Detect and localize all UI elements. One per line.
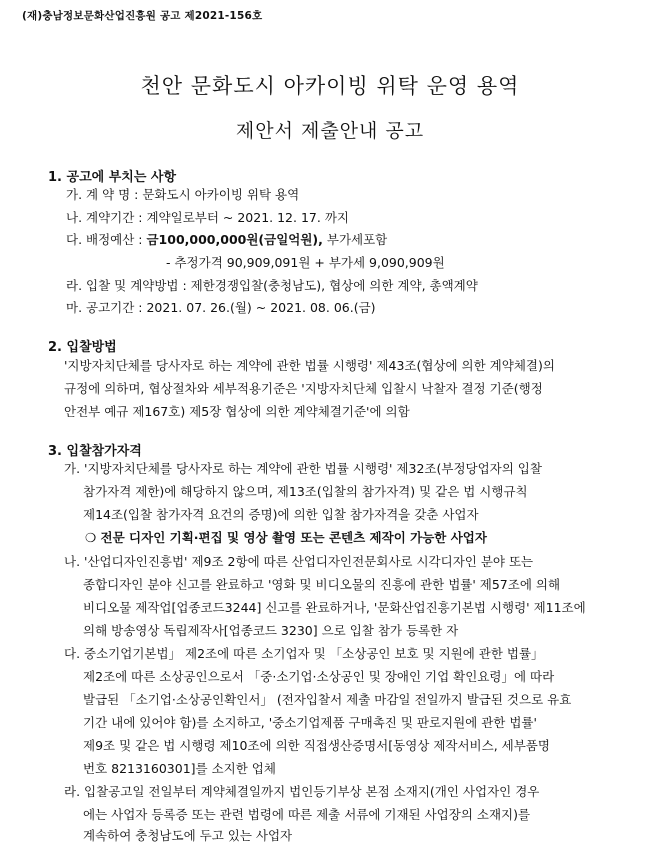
document-title: 천안 문화도시 아카이빙 위탁 운영 용역 — [140, 74, 520, 98]
s1-da-suffix: 부가세포함 — [322, 232, 388, 247]
s3-ra-line2: 에는 사업자 등록증 또는 관련 법령에 따른 제출 서류에 기재된 사업장의 소재지)를 — [83, 807, 531, 822]
s3-da-line6: 번호 8213160301]를 소지한 업체 — [83, 761, 276, 776]
s3-ga-line1: 가. '지방자치단체를 당사자로 하는 계약에 관한 법률 시행령' 제32조(부정당업자의 입찰 — [64, 461, 542, 476]
s3-da-line4: 기간 내에 있어야 함)를 소지하고, '중소기업제품 구매촉진 및 판로지원에 관한 법률' — [83, 715, 537, 730]
s3-na-line4: 의해 방송영상 독립제작사[업종코드 3230] 으로 입찰 참가 등록한 자 — [83, 623, 459, 638]
s3-na-line1: 나. '산업디자인진흥법' 제9조 2항에 따른 산업디자인전문회사로 시각디자인 분야 또는 — [64, 554, 534, 569]
section3-heading: 3. 입찰참가자격 — [48, 444, 142, 459]
section2-heading: 2. 입찰방법 — [48, 340, 117, 355]
s3-na-line2: 종합디자인 분야 신고를 완료하고 '영화 및 비디오물의 진흥에 관한 법률' 제57조에 의해 — [83, 577, 561, 592]
s1-da-prefix: 다. 배정예산 : — [66, 232, 147, 247]
document-subtitle: 제안서 제출안내 공고 — [235, 120, 425, 142]
s3-da-line2: 제2조에 따른 소상공인으로서 「중·소기업·소상공인 및 장애인 기업 확인요령」에 따라 — [83, 669, 555, 684]
s3-da-line3: 발급된 「소기업·소상공인확인서」 (전자입찰서 제출 마감일 전일까지 발급된 것으로 유효 — [83, 692, 572, 707]
s3-da-line1: 다. 중소기업기본법」 제2조에 따른 소기업자 및 「소상공인 보호 및 지원에 관한 법률」 — [64, 646, 544, 661]
s1-item-ga: 가. 계 약 명 : 문화도시 아카이빙 위탁 용역 — [66, 187, 300, 202]
s2-line1: '지방자치단체를 당사자로 하는 계약에 관한 법률 시행령' 제43조(협상에 의한 계약체결)의 — [64, 358, 555, 373]
s1-item-na: 나. 계약기간 : 계약일로부터 ~ 2021. 12. 17. 까지 — [66, 210, 349, 225]
s3-ga-note: ❍ 전문 디자인 기획·편집 및 영상 촬영 또는 콘텐츠 제작이 가능한 사업자 — [85, 530, 487, 545]
s1-da-sub: - 추정가격 90,909,091원 + 부가세 9,090,909원 — [166, 255, 445, 270]
s3-ra-line3: 계속하여 충청남도에 두고 있는 사업자 — [83, 828, 293, 843]
s3-ga-line3: 제14조(입찰 참가자격 요건의 증명)에 의한 입찰 참가자격을 갖춘 사업자 — [83, 507, 479, 522]
s1-item-da — [66, 234, 387, 247]
section1-heading: 1. 공고에 부치는 사항 — [48, 170, 177, 185]
s2-line3: 안전부 예규 제167호) 제5장 협상에 의한 계약체결기준'에 의함 — [64, 404, 410, 419]
s3-ga-line2: 참가자격 제한)에 해당하지 않으며, 제13조(입찰의 참가자격) 및 같은 법 시행규칙 — [83, 484, 528, 499]
s2-line2: 규정에 의하며, 협상절차와 세부적용기준은 '지방자치단체 입찰시 낙찰자 결정 기준(행정 — [64, 381, 543, 396]
s1-da-budget: 금100,000,000원(금일억원), — [146, 232, 323, 247]
s3-da-line5: 제9조 및 같은 법 시행령 제10조에 의한 직접생산증명서[동영상 제작서비스, 세부품명 — [83, 738, 550, 753]
notice-number: (재)충남정보문화산업진흥원 공고 제2021-156호 — [22, 10, 263, 22]
s1-item-ra: 라. 입찰 및 계약방법 : 제한경쟁입찰(충청남도), 협상에 의한 계약, 총액계약 — [66, 278, 478, 293]
s3-na-line3: 비디오물 제작업[업종코드3244] 신고를 완료하거나, '문화산업진흥기본법 시행령' 제11조에 — [83, 600, 586, 615]
s1-item-ma: 마. 공고기간 : 2021. 07. 26.(월) ~ 2021. 08. 06.(금) — [66, 300, 376, 315]
s3-ra-line1: 라. 입찰공고일 전일부터 계약체결일까지 법인등기부상 본점 소재지(개인 사업자인 경우 — [64, 784, 540, 799]
